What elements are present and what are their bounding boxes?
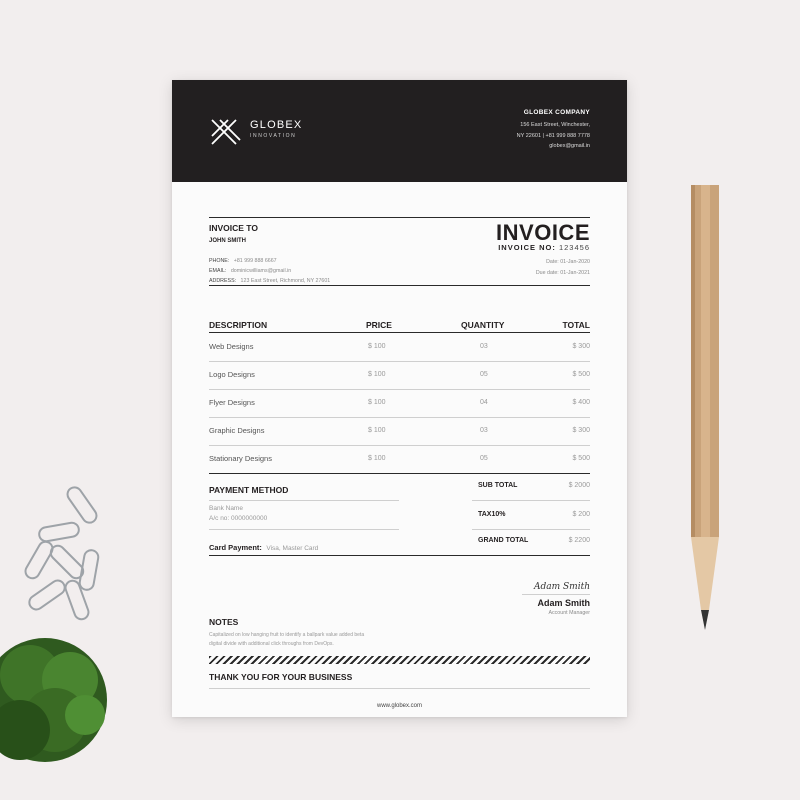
row-description: Graphic Designs bbox=[209, 426, 265, 435]
subtotal-label: SUB TOTAL bbox=[478, 482, 518, 489]
invoice-due-date: Due date: 01-Jan-2021 bbox=[535, 270, 590, 276]
header-price: PRICE bbox=[366, 320, 392, 330]
grand-total-label: GRAND TOTAL bbox=[478, 537, 529, 544]
footer-divider bbox=[209, 688, 590, 689]
invoice-title: INVOICE bbox=[496, 220, 590, 245]
tax-label: TAX10% bbox=[478, 511, 506, 518]
row-quantity: 05 bbox=[480, 371, 488, 378]
row-price: $ 100 bbox=[368, 455, 386, 462]
company-name: GLOBEX COMPANY bbox=[523, 109, 590, 116]
row-price: $ 100 bbox=[368, 427, 386, 434]
subtotal-value: $ 2000 bbox=[568, 482, 590, 489]
notes-heading: NOTES bbox=[209, 617, 239, 627]
grand-total-value: $ 2200 bbox=[568, 537, 590, 544]
card-payment bbox=[209, 537, 318, 555]
address-value: 123 East Street, Richmond, NY 27601 bbox=[240, 278, 331, 284]
client-name: JOHN SMITH bbox=[209, 238, 247, 244]
account-number: A/c no: 0000000000 bbox=[209, 515, 268, 522]
website: www.globex.com bbox=[376, 703, 423, 709]
address-label: ADDRESS: bbox=[209, 278, 237, 284]
table-header-divider bbox=[209, 332, 590, 333]
company-email: globex@gmail.in bbox=[549, 143, 590, 149]
signer-name: Adam Smith bbox=[537, 598, 590, 608]
bank-name: Bank Name bbox=[209, 505, 243, 512]
row-total: $ 300 bbox=[572, 343, 590, 350]
row-total: $ 500 bbox=[572, 455, 590, 462]
row-divider bbox=[209, 389, 590, 390]
notes-line2: digital divide with additional click throughs from DevOps. bbox=[209, 641, 334, 647]
row-price: $ 100 bbox=[368, 343, 386, 350]
logo-name: GLOBEX bbox=[250, 119, 303, 131]
tax-value: $ 200 bbox=[572, 511, 590, 518]
notes-line1: Capitalized on low hanging fruit to identify a ballpark value added beta bbox=[209, 632, 365, 638]
invoice-number-value: 123456 bbox=[558, 243, 590, 252]
table-bottom-divider bbox=[209, 473, 590, 474]
signer-title: Account Manager bbox=[548, 610, 590, 616]
logo-subtitle: INNOVATION bbox=[250, 133, 297, 139]
invoice-to-heading: INVOICE TO bbox=[209, 223, 258, 233]
company-address-line1: 156 East Street, Winchester, bbox=[520, 122, 590, 128]
row-quantity: 03 bbox=[480, 343, 488, 350]
header-quantity: QUANTITY bbox=[461, 320, 505, 330]
info-divider bbox=[209, 285, 590, 286]
phone-label: PHONE: bbox=[209, 258, 230, 264]
invoice-number bbox=[498, 243, 590, 252]
company-info bbox=[517, 109, 590, 152]
row-price: $ 100 bbox=[368, 371, 386, 378]
totals-bottom-divider bbox=[209, 555, 590, 556]
header-total: TOTAL bbox=[562, 320, 590, 330]
striped-divider bbox=[209, 656, 590, 664]
invoice-date: Date: 01-Jan-2020 bbox=[546, 259, 590, 265]
email-value: dominicwilliams@gmail.in bbox=[230, 268, 292, 274]
row-total: $ 500 bbox=[572, 371, 590, 378]
row-quantity: 04 bbox=[480, 399, 488, 406]
row-description: Web Designs bbox=[209, 342, 254, 351]
thank-you-message: THANK YOU FOR YOUR BUSINESS bbox=[209, 672, 353, 682]
invoice-number-label: INVOICE NO: bbox=[498, 243, 556, 252]
row-price: $ 100 bbox=[368, 399, 386, 406]
payment-divider-2 bbox=[209, 529, 399, 530]
row-quantity: 05 bbox=[480, 455, 488, 462]
subtotal-divider bbox=[472, 500, 590, 501]
email-label: EMAIL: bbox=[209, 268, 227, 274]
row-divider bbox=[209, 417, 590, 418]
row-divider bbox=[209, 445, 590, 446]
row-total: $ 300 bbox=[572, 427, 590, 434]
row-total: $ 400 bbox=[572, 399, 590, 406]
pencil-decoration bbox=[690, 185, 720, 630]
row-quantity: 03 bbox=[480, 427, 488, 434]
plant-decoration bbox=[0, 620, 120, 800]
signature-line bbox=[522, 594, 590, 595]
row-description: Logo Designs bbox=[209, 370, 255, 379]
payment-divider bbox=[209, 500, 399, 501]
card-payment-value: Visa, Master Card bbox=[266, 545, 319, 552]
header-bar bbox=[172, 80, 627, 182]
paperclips-decoration bbox=[20, 480, 120, 625]
row-description: Flyer Designs bbox=[209, 398, 255, 407]
globex-logo-icon bbox=[209, 117, 243, 147]
card-payment-label: Card Payment: bbox=[209, 543, 262, 552]
signature-script: Adam Smith bbox=[533, 582, 590, 592]
row-description: Stationary Designs bbox=[209, 454, 272, 463]
invoice-paper bbox=[172, 80, 627, 717]
payment-heading: PAYMENT METHOD bbox=[209, 485, 289, 495]
tax-divider bbox=[472, 529, 590, 530]
top-divider bbox=[209, 217, 590, 218]
header-description: DESCRIPTION bbox=[209, 320, 268, 330]
row-divider bbox=[209, 361, 590, 362]
company-address-line2: NY 22601 | +81 999 888 7778 bbox=[516, 132, 590, 139]
phone-value: +81 999 888 6667 bbox=[233, 258, 277, 264]
